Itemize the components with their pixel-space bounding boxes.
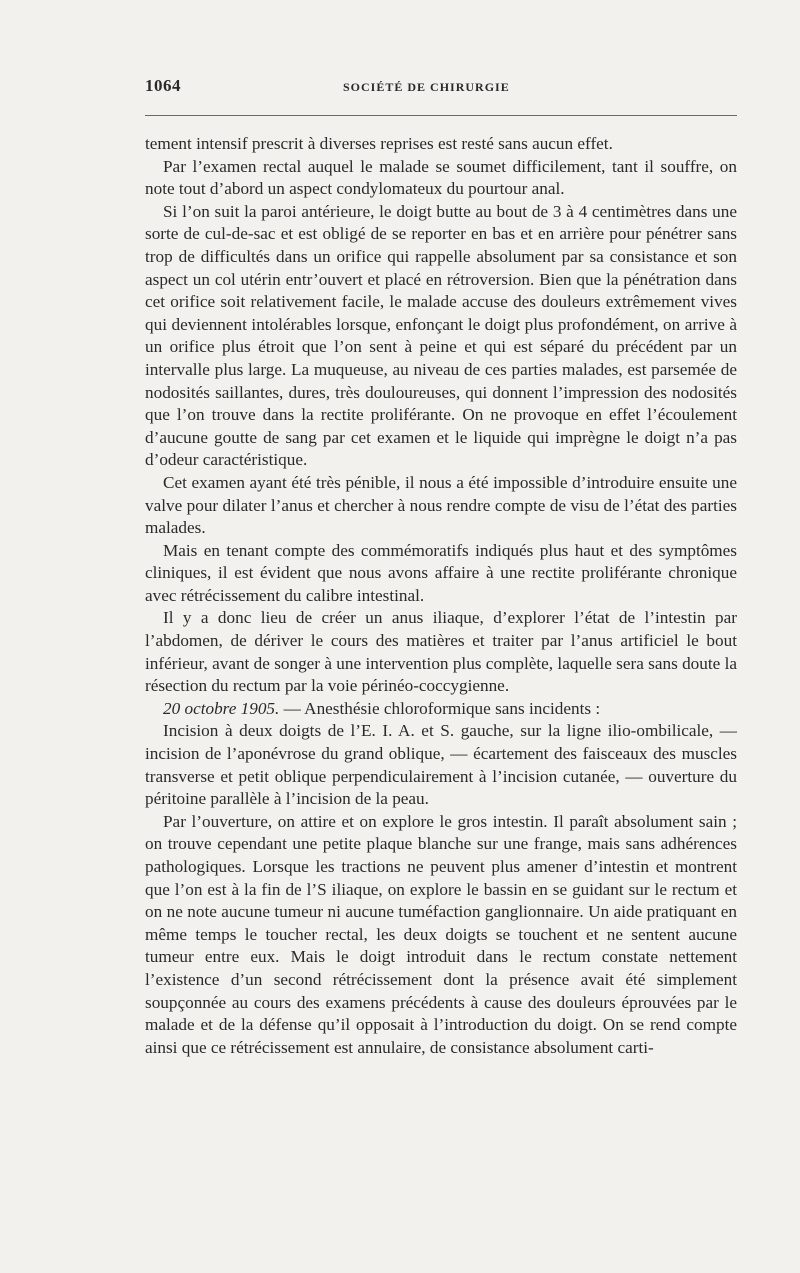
paragraph: Par l’ouverture, on attire et on explore le gros intestin. Il paraît absolument sain ; on trouve cependant une petite plaque blanche sur une frange, mais sans adhérences pathologiques. Lorsque les tractions ne peuvent plus amener d’intestin et montrent que l’on est à la fin de l’S iliaque, on explore le bassin en se guidant sur le rectum et on ne note aucune tumeur ni aucune tuméfaction ganglionnaire. Un aide pratiquant en même temps le toucher rectal, les deux doigts se touchent et ne sentent aucune tumeur entre eux. Mais le doigt introduit dans le rectum constate nettement l’existence d’un second rétrécissement dont la présence avait été simplement soupçonnée au cours des examens précédents à cause des douleurs éprouvées par le malade et de la défense qu’il opposait à l’introduction du doigt. On se rend compte ainsi que ce rétrécissement est annulaire, de consistance absolument carti- <box>145 811 737 1057</box>
paragraph: Si l’on suit la paroi antérieure, le doigt butte au bout de 3 à 4 centimètres dans une sorte de cul-de-sac et est obligé de se reporter en bas et en arrière pour pénétrer sans trop de difficultés dans un orifice qui rappelle absolument par sa consistance et son aspect un col utérin entr’ouvert et placé en rétroversion. Bien que la pénétration dans cet orifice soit relativement facile, le malade accuse des douleurs extrêmement vives qui deviennent intolérables lorsque, enfonçant le doigt plus profondément, on arrive à un orifice plus étroit que l’on sent à peine et qui est séparé du précédent par un intervalle plus large. La muqueuse, au niveau de ces parties malades, est parsemée de nodosités saillantes, dures, très douloureuses, qui donnent l’impression des nodosités que l’on trouve dans la rectite proliférante. On ne provoque en effet l’écoulement d’aucune goutte de sang par cet examen et le liquide qui imprègne le doigt n’a pas d’odeur caractéristique. <box>145 201 737 470</box>
operation-date: 20 octobre 1905. <box>163 698 280 718</box>
running-title: SOCIÉTÉ DE CHIRURGIE <box>343 80 510 94</box>
paragraph: Par l’examen rectal auquel le malade se soumet difficilement, tant il souffre, on note tout d’abord un aspect condylomateux du pourtour anal. <box>145 156 737 199</box>
dateline-text: — Anesthésie chloroformique sans incidents : <box>279 698 601 718</box>
dateline-paragraph <box>145 698 737 721</box>
body-text <box>145 133 737 1059</box>
paragraph: tement intensif prescrit à diverses reprises est resté sans aucun effet. <box>145 134 613 153</box>
paragraph: Incision à deux doigts de l’E. I. A. et S. gauche, sur la ligne ilio-ombilicale, — incision de l’aponévrose du grand oblique, — écartement des faisceaux des muscles transverse et petit oblique perpendiculairement à l’incision cutanée, — ouverture du péritoine parallèle à l’incision de la peau. <box>145 721 737 809</box>
header-rule <box>145 115 737 116</box>
paragraph: Il y a donc lieu de créer un anus iliaque, d’explorer l’état de l’intestin par l’abdomen, de dériver le cours des matières et traiter par l’anus artificiel le bout inférieur, avant de songer à une intervention plus complète, laquelle sera sans doute la résection du rectum par la voie périnéo-coccygienne. <box>145 608 737 696</box>
paragraph: Cet examen ayant été très pénible, il nous a été impossible d’introduire ensuite une valve pour dilater l’anus et chercher à nous rendre compte de visu de l’état des parties malades. <box>145 472 737 538</box>
page-header <box>145 76 737 100</box>
paragraph: Mais en tenant compte des commémoratifs indiqués plus haut et des symptômes cliniques, il est évident que nous avons affaire à une rectite proliférante chronique avec rétrécissement du calibre intestinal. <box>145 540 737 605</box>
page-number: 1064 <box>145 76 181 95</box>
